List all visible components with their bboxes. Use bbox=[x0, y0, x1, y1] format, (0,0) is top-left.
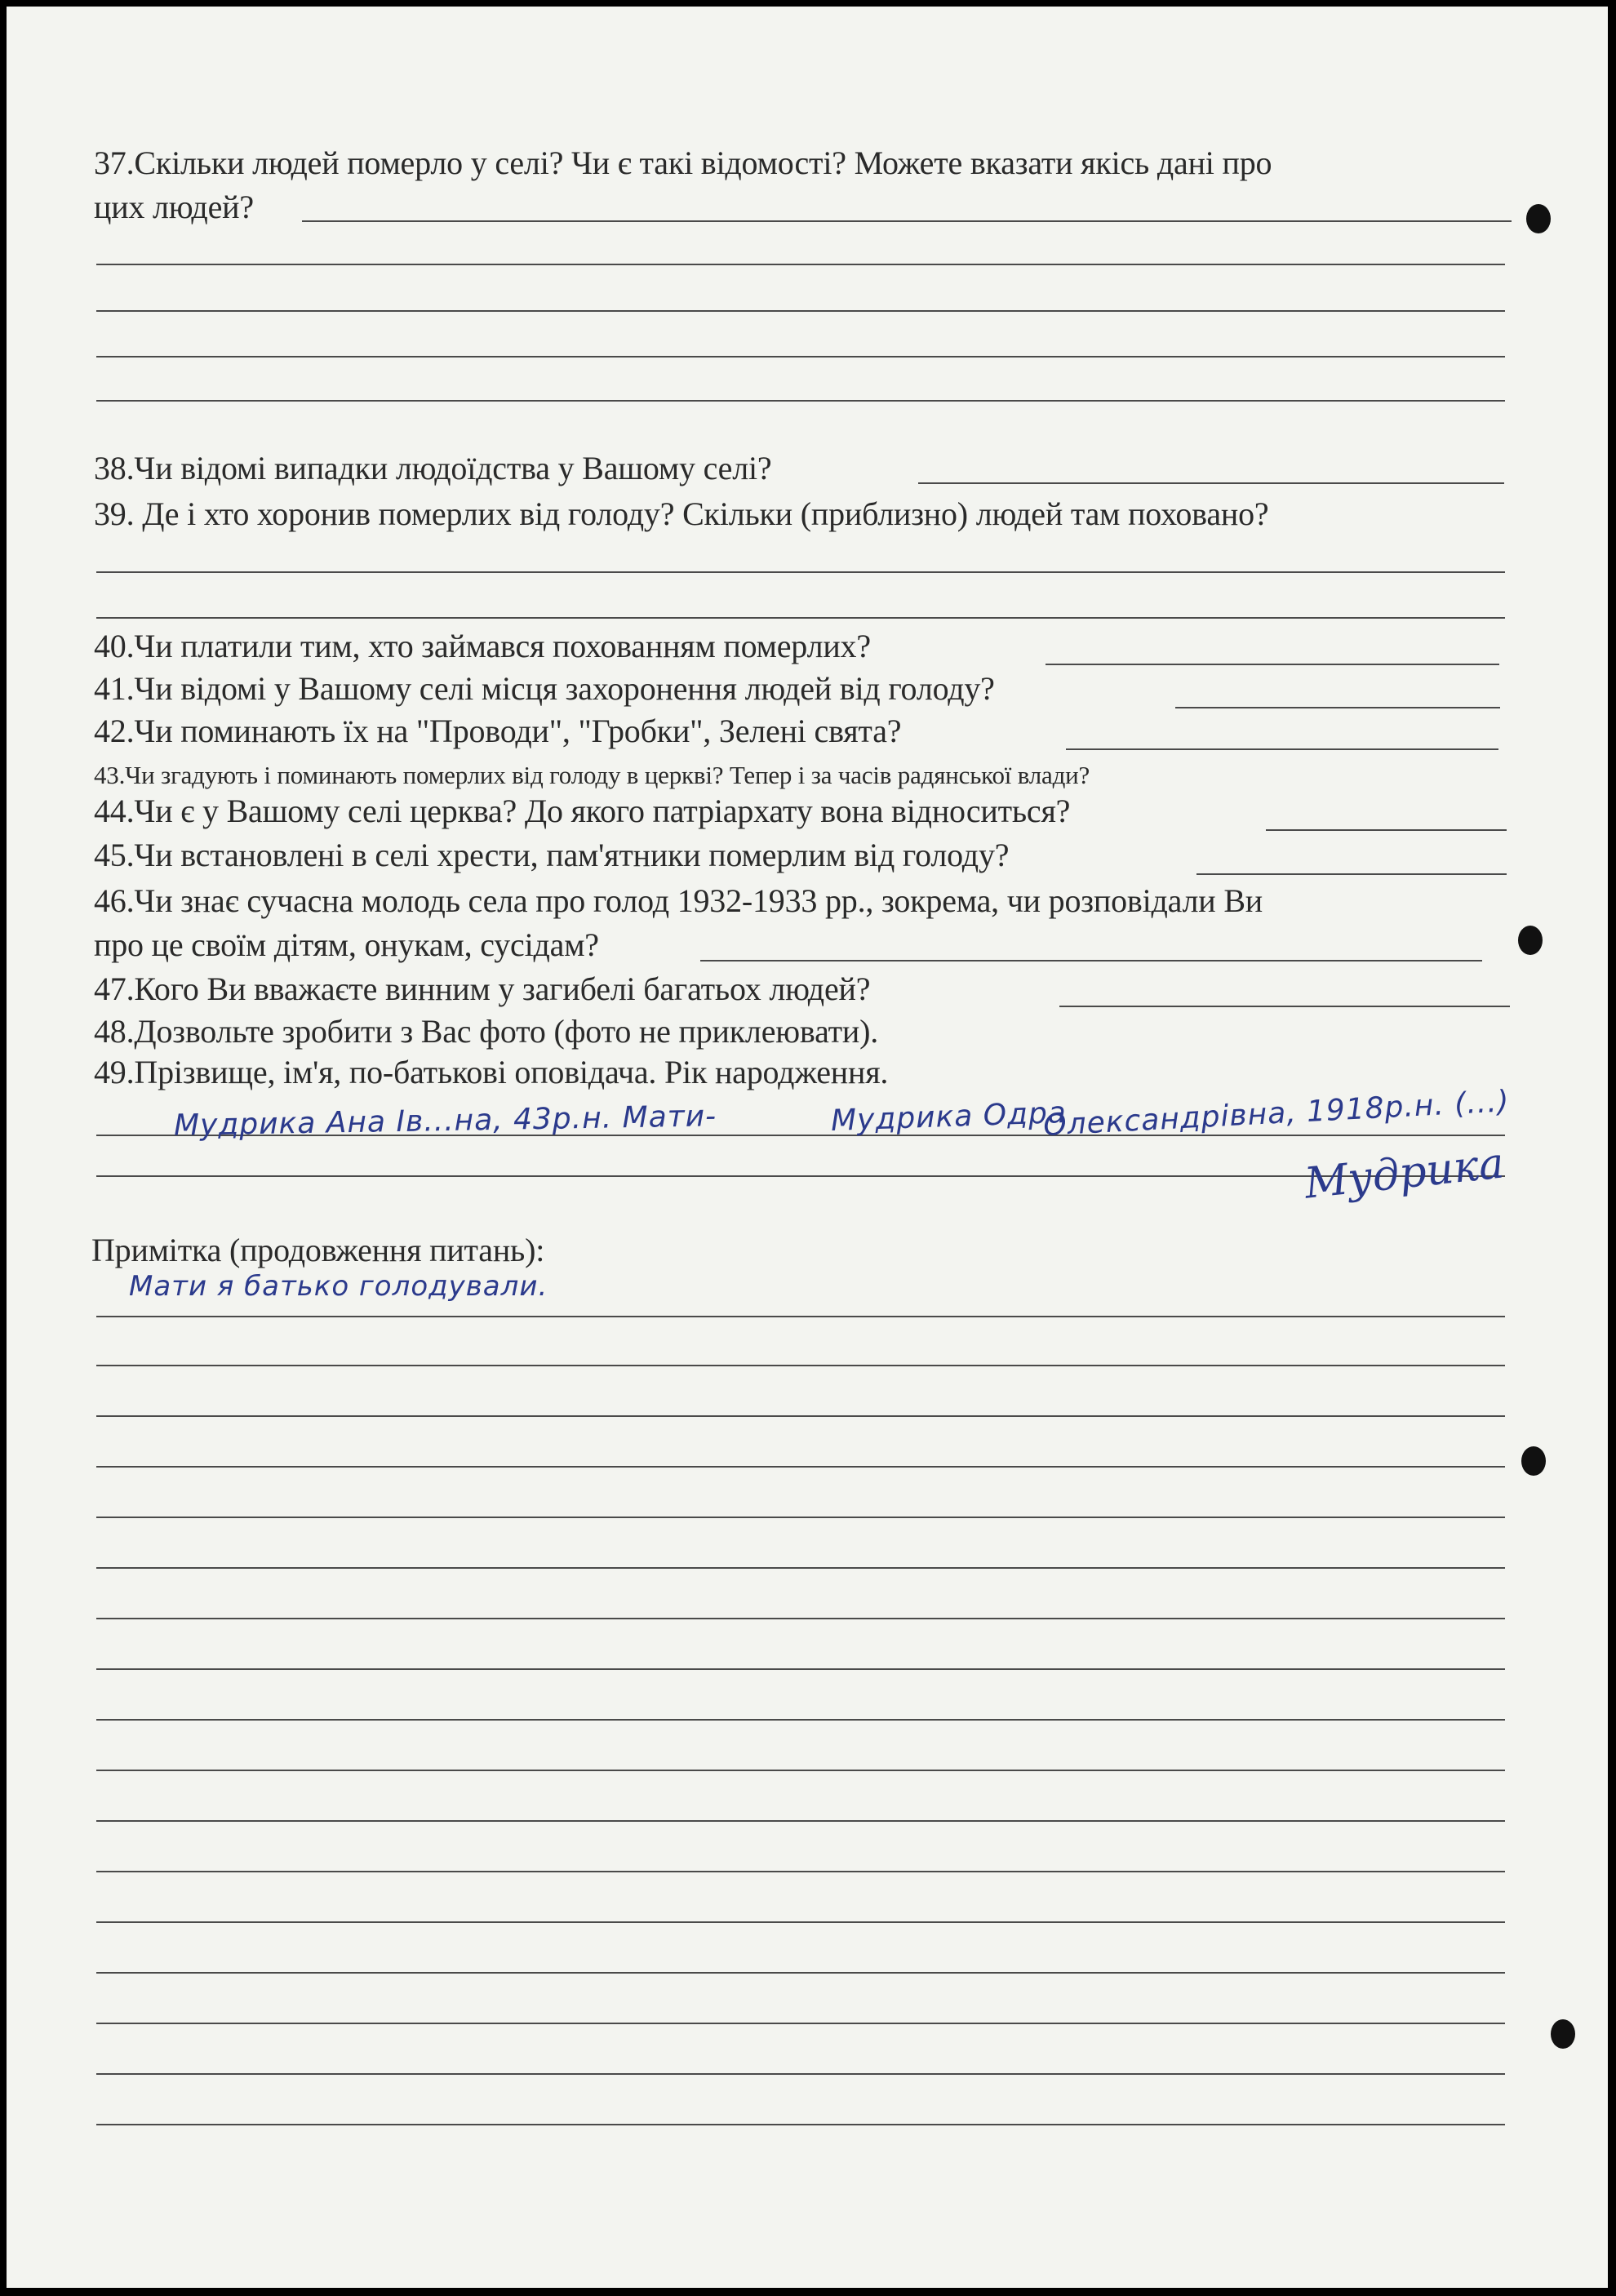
note-line[interactable] bbox=[96, 1820, 1505, 1822]
answer-line[interactable] bbox=[1066, 748, 1498, 750]
handwritten-answer-49-part3: Олександрівна, 1918р.н. (...) bbox=[1042, 1085, 1511, 1143]
note-line[interactable] bbox=[96, 1972, 1505, 1974]
question-38: 38.Чи відомі випадки людоїдства у Вашому селі? bbox=[94, 450, 772, 486]
answer-line[interactable] bbox=[918, 482, 1504, 484]
answer-line[interactable] bbox=[96, 264, 1505, 265]
punch-hole-icon bbox=[1518, 926, 1543, 955]
answer-line[interactable] bbox=[96, 310, 1505, 312]
question-45: 45.Чи встановлені в селі хрести, пам'ятники померлим від голоду? bbox=[94, 837, 1010, 873]
note-line[interactable] bbox=[96, 2124, 1505, 2125]
answer-line[interactable] bbox=[700, 960, 1482, 961]
note-line[interactable] bbox=[96, 1567, 1505, 1569]
question-42: 42.Чи поминають їх на "Проводи", "Гробки", Зелені свята? bbox=[94, 713, 902, 749]
answer-line[interactable] bbox=[1266, 829, 1507, 831]
note-label: Примітка (продовження питань): bbox=[91, 1232, 545, 1268]
question-48: 48.Дозвольте зробити з Вас фото (фото не приклеювати). bbox=[94, 1013, 879, 1050]
note-line[interactable] bbox=[96, 2073, 1505, 2075]
answer-line[interactable] bbox=[1046, 664, 1499, 665]
answer-line[interactable] bbox=[96, 356, 1505, 358]
answer-line[interactable] bbox=[1196, 873, 1507, 875]
note-line[interactable] bbox=[96, 1517, 1505, 1518]
answer-line[interactable] bbox=[1175, 707, 1500, 708]
question-47: 47.Кого Ви вважаєте винним у загибелі багатьох людей? bbox=[94, 970, 871, 1007]
note-line[interactable] bbox=[96, 1921, 1505, 1923]
punch-hole-icon bbox=[1521, 1446, 1546, 1476]
note-line[interactable] bbox=[96, 1466, 1505, 1468]
handwritten-note: Мати я батько голодували. bbox=[129, 1270, 548, 1303]
answer-line[interactable] bbox=[1059, 1006, 1510, 1007]
handwritten-answer-49-part1: Мудрика Ана Ів...на, 43р.н. Мати- bbox=[173, 1099, 717, 1143]
signature: Мудрика bbox=[1302, 1139, 1507, 1209]
question-37-line2: цих людей? bbox=[94, 189, 254, 225]
note-line[interactable] bbox=[96, 1871, 1505, 1872]
note-line[interactable] bbox=[96, 1719, 1505, 1721]
question-41: 41.Чи відомі у Вашому селі місця захоронення людей від голоду? bbox=[94, 670, 995, 707]
note-line[interactable] bbox=[96, 1618, 1505, 1619]
handwritten-answer-49-part2: Мудрика Одра bbox=[830, 1095, 1068, 1139]
note-line[interactable] bbox=[96, 1668, 1505, 1670]
punch-hole-icon bbox=[1526, 204, 1551, 233]
note-line[interactable] bbox=[96, 2023, 1505, 2024]
question-39: 39. Де і хто хоронив померлих від голоду? Скільки (приблизно) людей там поховано? bbox=[94, 495, 1269, 532]
question-46-line2: про це своїм дітям, онукам, сусідам? bbox=[94, 926, 599, 963]
question-46-line1: 46.Чи знає сучасна молодь села про голод 1932-1933 рр., зокрема, чи розповідали Ви bbox=[94, 882, 1263, 919]
question-43: 43.Чи згадують і поминають померлих від голоду в церкві? Тепер і за часів радянської влади? bbox=[94, 761, 1090, 789]
question-37-line1: 37.Скільки людей померло у селі? Чи є такі відомості? Можете вказати якісь дані про bbox=[94, 144, 1272, 181]
note-line[interactable] bbox=[96, 1316, 1505, 1317]
answer-line[interactable] bbox=[96, 617, 1505, 619]
answer-line[interactable] bbox=[302, 220, 1512, 222]
note-line[interactable] bbox=[96, 1365, 1505, 1366]
note-line[interactable] bbox=[96, 1770, 1505, 1771]
question-40: 40.Чи платили тим, хто займався похованням померлих? bbox=[94, 628, 871, 664]
answer-line[interactable] bbox=[96, 571, 1505, 573]
answer-line[interactable] bbox=[96, 1175, 1505, 1177]
question-49: 49.Прізвище, ім'я, по-батькові оповідача. Рік народження. bbox=[94, 1054, 889, 1090]
answer-line[interactable] bbox=[96, 400, 1505, 402]
punch-hole-icon bbox=[1551, 2019, 1575, 2049]
questionnaire-page bbox=[7, 7, 1608, 2288]
question-44: 44.Чи є у Вашому селі церква? До якого патріархату вона відноситься? bbox=[94, 793, 1071, 829]
note-line[interactable] bbox=[96, 1415, 1505, 1417]
